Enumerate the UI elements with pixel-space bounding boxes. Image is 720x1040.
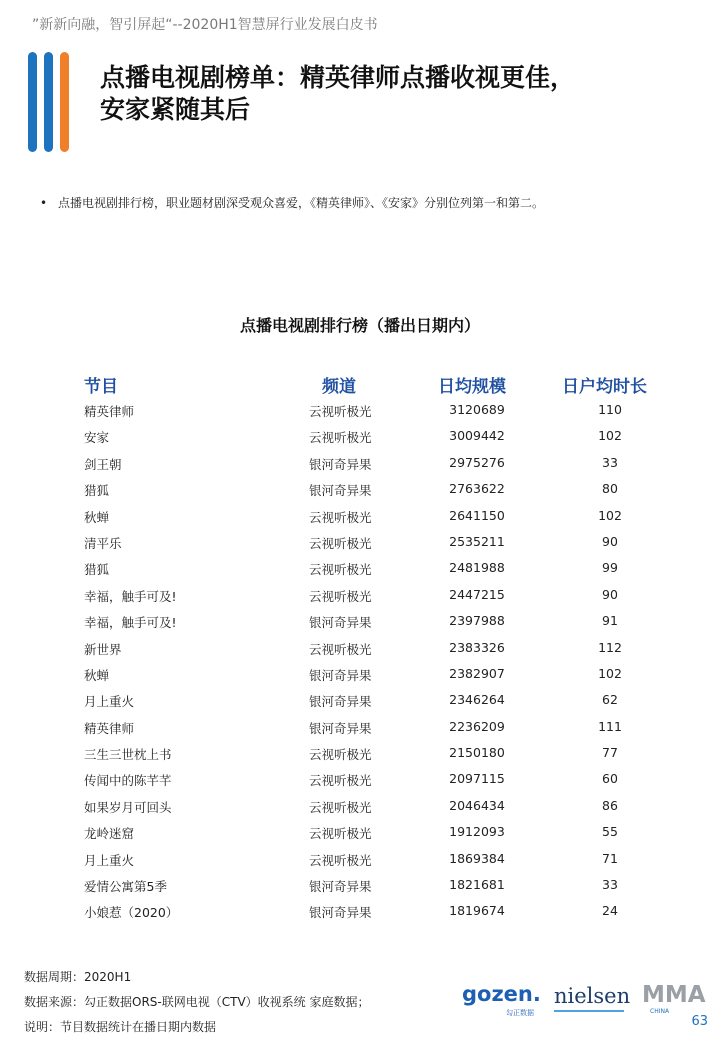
cell-daily-duration: 60 (602, 771, 618, 787)
cell-channel: 云视听极光 (309, 826, 372, 842)
blue-bar-1 (28, 52, 37, 152)
cell-channel: 银河奇异果 (309, 905, 372, 921)
table-row (0, 847, 720, 873)
blue-bar-2 (44, 52, 53, 152)
table-row (0, 477, 720, 503)
cell-channel: 银河奇异果 (309, 879, 372, 895)
cell-daily-duration: 111 (598, 718, 622, 734)
cell-daily-scale: 2150180 (449, 745, 505, 761)
cell-channel: 银河奇异果 (309, 667, 372, 683)
column-header-daily-duration: 日户均时长 (562, 377, 647, 397)
cell-channel: 云视听极光 (309, 747, 372, 763)
cell-program: 月上重火 (84, 852, 135, 868)
table-header (0, 372, 720, 400)
footer-note: 说明：节目数据统计在播日期内数据 (24, 1020, 217, 1034)
page-title-line-1: 点播电视剧榜单：精英律师点播收视更佳， (100, 63, 576, 92)
cell-program: 猎狐 (84, 562, 110, 578)
cell-program: 剑王朝 (84, 456, 122, 472)
cell-channel: 云视听极光 (309, 509, 372, 525)
cell-channel: 云视听极光 (309, 773, 372, 789)
cell-program: 安家 (84, 430, 110, 446)
mma-logo: MMA (642, 982, 706, 1008)
cell-daily-scale: 2236209 (449, 718, 505, 734)
cell-daily-scale: 1912093 (449, 824, 505, 840)
table-row (0, 899, 720, 925)
cell-channel: 云视听极光 (309, 799, 372, 815)
table-row (0, 398, 720, 424)
cell-daily-scale: 2382907 (449, 665, 505, 681)
bullet-text: 点播电视剧排行榜，职业题材剧深受观众喜爱，《精英律师》、《安家》分别位列第一和第二。 (58, 196, 545, 210)
cell-program: 清平乐 (84, 535, 122, 551)
cell-daily-scale: 2763622 (449, 481, 505, 497)
table-body (0, 398, 720, 926)
footer-source: 数据来源：勾正数据ORS-联网电视（CTV）收视系统 家庭数据； (24, 995, 370, 1009)
cell-daily-duration: 71 (602, 850, 618, 866)
column-header-daily-scale: 日均规模 (438, 377, 506, 397)
table-row (0, 451, 720, 477)
footer-period: 数据周期：2020H1 (24, 970, 132, 984)
cell-daily-scale: 2383326 (449, 639, 505, 655)
cell-daily-duration: 80 (602, 481, 618, 497)
cell-program: 传闻中的陈芊芊 (84, 773, 172, 789)
cell-channel: 银河奇异果 (309, 456, 372, 472)
cell-daily-duration: 110 (598, 402, 622, 417)
cell-program: 精英律师 (84, 404, 135, 419)
cell-daily-duration: 99 (602, 560, 618, 576)
cell-channel: 银河奇异果 (309, 615, 372, 631)
cell-daily-scale: 2481988 (449, 560, 505, 576)
partner-logos (462, 980, 712, 1016)
cell-channel: 银河奇异果 (309, 483, 372, 499)
table-row (0, 424, 720, 450)
page-number: 63 (691, 1014, 708, 1029)
cell-channel: 银河奇异果 (309, 694, 372, 710)
table-row (0, 530, 720, 556)
mma-logo-subtitle: CHINA (650, 1008, 670, 1015)
cell-daily-duration: 33 (602, 454, 618, 470)
table-row (0, 583, 720, 609)
cell-daily-duration: 90 (602, 586, 618, 602)
cell-program: 精英律师 (84, 720, 135, 736)
cell-daily-scale: 2397988 (449, 613, 505, 629)
cell-daily-duration: 102 (598, 507, 622, 523)
cell-program: 龙岭迷窟 (84, 826, 135, 842)
cell-daily-duration: 33 (602, 877, 618, 893)
cell-daily-scale: 2346264 (449, 692, 505, 708)
table-row (0, 873, 720, 899)
table-row (0, 794, 720, 820)
table-row (0, 662, 720, 688)
gozen-logo: gozen. (462, 982, 541, 1006)
cell-daily-duration: 112 (598, 639, 622, 655)
cell-daily-duration: 102 (598, 665, 622, 681)
cell-channel: 云视听极光 (309, 588, 372, 604)
cell-daily-scale: 3120689 (449, 402, 505, 417)
page-title-line-2: 安家紧随其后 (100, 95, 251, 124)
cell-channel: 云视听极光 (309, 562, 372, 578)
nielsen-logo: nielsen (554, 984, 631, 1008)
table-row (0, 556, 720, 582)
table-row (0, 741, 720, 767)
cell-program: 如果岁月可回头 (84, 799, 172, 815)
cell-daily-scale: 2046434 (449, 797, 505, 813)
cell-channel: 云视听极光 (309, 430, 372, 446)
cell-daily-scale: 1819674 (449, 903, 505, 919)
cell-program: 爱情公寓第5季 (84, 879, 167, 895)
cell-program: 秋蝉 (84, 667, 110, 683)
cell-daily-scale: 3009442 (449, 428, 505, 444)
gozen-logo-subtitle: 勾正数据 (506, 1009, 534, 1017)
cell-daily-duration: 91 (602, 613, 618, 629)
cell-program: 新世界 (84, 641, 122, 657)
column-header-program: 节目 (84, 377, 118, 397)
cell-program: 猎狐 (84, 483, 110, 499)
cell-daily-scale: 2447215 (449, 586, 505, 602)
cell-program: 三生三世枕上书 (84, 747, 172, 763)
title-decoration-bars (28, 52, 72, 152)
table-row (0, 820, 720, 846)
table-row (0, 767, 720, 793)
cell-channel: 云视听极光 (309, 641, 372, 657)
cell-channel: 银河奇异果 (309, 720, 372, 736)
cell-daily-duration: 24 (602, 903, 618, 919)
table-title: 点播电视剧排行榜（播出日期内） (239, 316, 480, 335)
cell-program: 秋蝉 (84, 509, 110, 525)
cell-daily-duration: 86 (602, 797, 618, 813)
cell-program: 幸福，触手可及! (84, 615, 177, 631)
table-row (0, 636, 720, 662)
cell-daily-duration: 77 (602, 745, 618, 761)
cell-channel: 云视听极光 (309, 404, 372, 419)
page-title (100, 62, 700, 126)
bullet-dot-icon: • (40, 196, 48, 210)
cell-daily-scale: 1821681 (449, 877, 505, 893)
cell-program: 小娘惹（2020） (84, 905, 179, 921)
cell-daily-scale: 2097115 (449, 771, 505, 787)
cell-program: 月上重火 (84, 694, 135, 710)
table-row (0, 504, 720, 530)
running-title: ”新新向融，智引屏起“--2020H1智慧屏行业发展白皮书 (32, 17, 378, 33)
nielsen-logo-underline (554, 1010, 624, 1012)
cell-daily-scale: 2641150 (449, 507, 505, 523)
orange-bar (60, 52, 69, 152)
column-header-channel: 频道 (322, 377, 356, 397)
table-row (0, 688, 720, 714)
cell-channel: 云视听极光 (309, 852, 372, 868)
cell-daily-duration: 62 (602, 692, 618, 708)
cell-daily-scale: 2975276 (449, 454, 505, 470)
cell-channel: 云视听极光 (309, 535, 372, 551)
cell-daily-duration: 55 (602, 824, 618, 840)
bullet-point (40, 194, 544, 211)
table-row (0, 715, 720, 741)
cell-daily-duration: 102 (598, 428, 622, 444)
cell-daily-duration: 90 (602, 533, 618, 549)
cell-program: 幸福，触手可及! (84, 588, 177, 604)
table-row (0, 609, 720, 635)
cell-daily-scale: 2535211 (449, 533, 505, 549)
cell-daily-scale: 1869384 (449, 850, 505, 866)
